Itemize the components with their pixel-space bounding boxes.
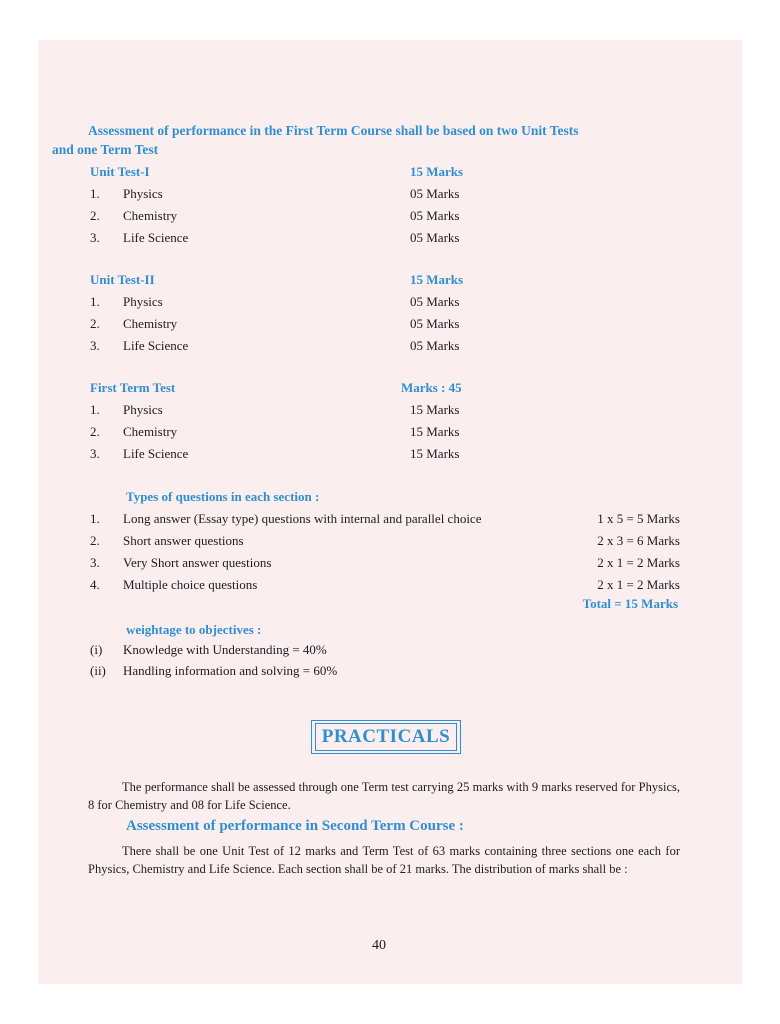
table-row: [90, 446, 650, 466]
row-marks: 15 Marks: [410, 424, 460, 439]
row-subject: Life Science: [123, 230, 189, 245]
row-marks: 2 x 3 = 6 Marks: [597, 533, 680, 548]
item-number: (ii): [90, 663, 106, 678]
row-subject: Chemistry: [123, 424, 178, 439]
item-text: Knowledge with Understanding = 40%: [123, 642, 327, 657]
row-number: 1.: [90, 402, 100, 417]
second-term-paragraph: There shall be one Unit Test of 12 marks and Term Test of 63 marks containing three sections one each for Physics, Chemistry and Life Science. Each section shall be of 21 marks. The distribution of marks shall be :: [88, 844, 680, 876]
question-types-total: Total = 15 Marks: [582, 596, 678, 611]
row-number: 2.: [90, 316, 100, 331]
row-marks: 15 Marks: [410, 446, 460, 461]
row-marks: 2 x 1 = 2 Marks: [597, 577, 680, 592]
table-row: [90, 555, 680, 575]
table-row: [90, 577, 680, 597]
row-question-type: Long answer (Essay type) questions with internal and parallel choice: [123, 511, 482, 526]
row-subject: Chemistry: [123, 316, 178, 331]
row-marks: 15 Marks: [410, 402, 460, 417]
row-marks: 05 Marks: [410, 230, 460, 245]
table-row: [90, 294, 650, 314]
table-row: [90, 186, 650, 206]
row-marks: 2 x 1 = 2 Marks: [597, 555, 680, 570]
row-number: 2.: [90, 533, 100, 548]
second-term-heading: Assessment of performance in Second Term Course :: [126, 818, 464, 834]
row-subject: Physics: [123, 294, 163, 309]
row-marks: 05 Marks: [410, 186, 460, 201]
unit-test-2-total: 15 Marks: [410, 272, 464, 287]
row-marks: 1 x 5 = 5 Marks: [597, 511, 680, 526]
practicals-title-box: [311, 720, 461, 754]
row-number: 2.: [90, 424, 100, 439]
row-question-type: Very Short answer questions: [123, 555, 272, 570]
page-number: 40: [372, 938, 386, 953]
first-term-test-heading: First Term Test: [90, 380, 176, 395]
row-subject: Chemistry: [123, 208, 178, 223]
row-marks: 05 Marks: [410, 208, 460, 223]
row-question-type: Short answer questions: [123, 533, 244, 548]
row-marks: 05 Marks: [410, 294, 460, 309]
unit-test-1-total: 15 Marks: [410, 164, 464, 179]
table-row: [90, 402, 650, 422]
row-subject: Physics: [123, 186, 163, 201]
intro-line-2: and one Term Test: [52, 142, 159, 157]
row-marks: 05 Marks: [410, 338, 460, 353]
list-item: [90, 663, 680, 683]
row-number: 4.: [90, 577, 100, 592]
row-number: 3.: [90, 446, 100, 461]
table-row: [90, 511, 680, 531]
unit-test-2-heading: Unit Test-II: [90, 272, 155, 287]
row-number: 3.: [90, 338, 100, 353]
row-marks: 05 Marks: [410, 316, 460, 331]
row-number: 1.: [90, 186, 100, 201]
table-row: [90, 533, 680, 553]
row-subject: Physics: [123, 402, 163, 417]
unit-test-1-heading: Unit Test-I: [90, 164, 150, 179]
question-types-heading: Types of questions in each section :: [126, 489, 320, 504]
row-subject: Life Science: [123, 338, 189, 353]
table-row: [90, 208, 650, 228]
intro-line-1: Assessment of performance in the First Term Course shall be based on two Unit Tests: [88, 123, 579, 138]
row-subject: Life Science: [123, 446, 189, 461]
row-question-type: Multiple choice questions: [123, 577, 258, 592]
item-number: (i): [90, 642, 103, 657]
row-number: 1.: [90, 294, 100, 309]
row-number: 1.: [90, 511, 100, 526]
table-row: [90, 316, 650, 336]
row-number: 3.: [90, 230, 100, 245]
table-row: [90, 230, 650, 250]
item-text: Handling information and solving = 60%: [123, 663, 338, 678]
list-item: [90, 642, 680, 662]
table-row: [90, 338, 650, 358]
row-number: 2.: [90, 208, 100, 223]
first-term-test-total: Marks : 45: [401, 380, 462, 395]
table-row: [90, 424, 650, 444]
row-number: 3.: [90, 555, 100, 570]
practicals-title: PRACTICALS: [315, 723, 458, 751]
practicals-paragraph: The performance shall be assessed through one Term test carrying 25 marks with 9 marks reserved for Physics, 8 for Chemistry and 08 for Life Science.: [88, 780, 680, 812]
weightage-heading: weightage to objectives :: [126, 622, 262, 637]
